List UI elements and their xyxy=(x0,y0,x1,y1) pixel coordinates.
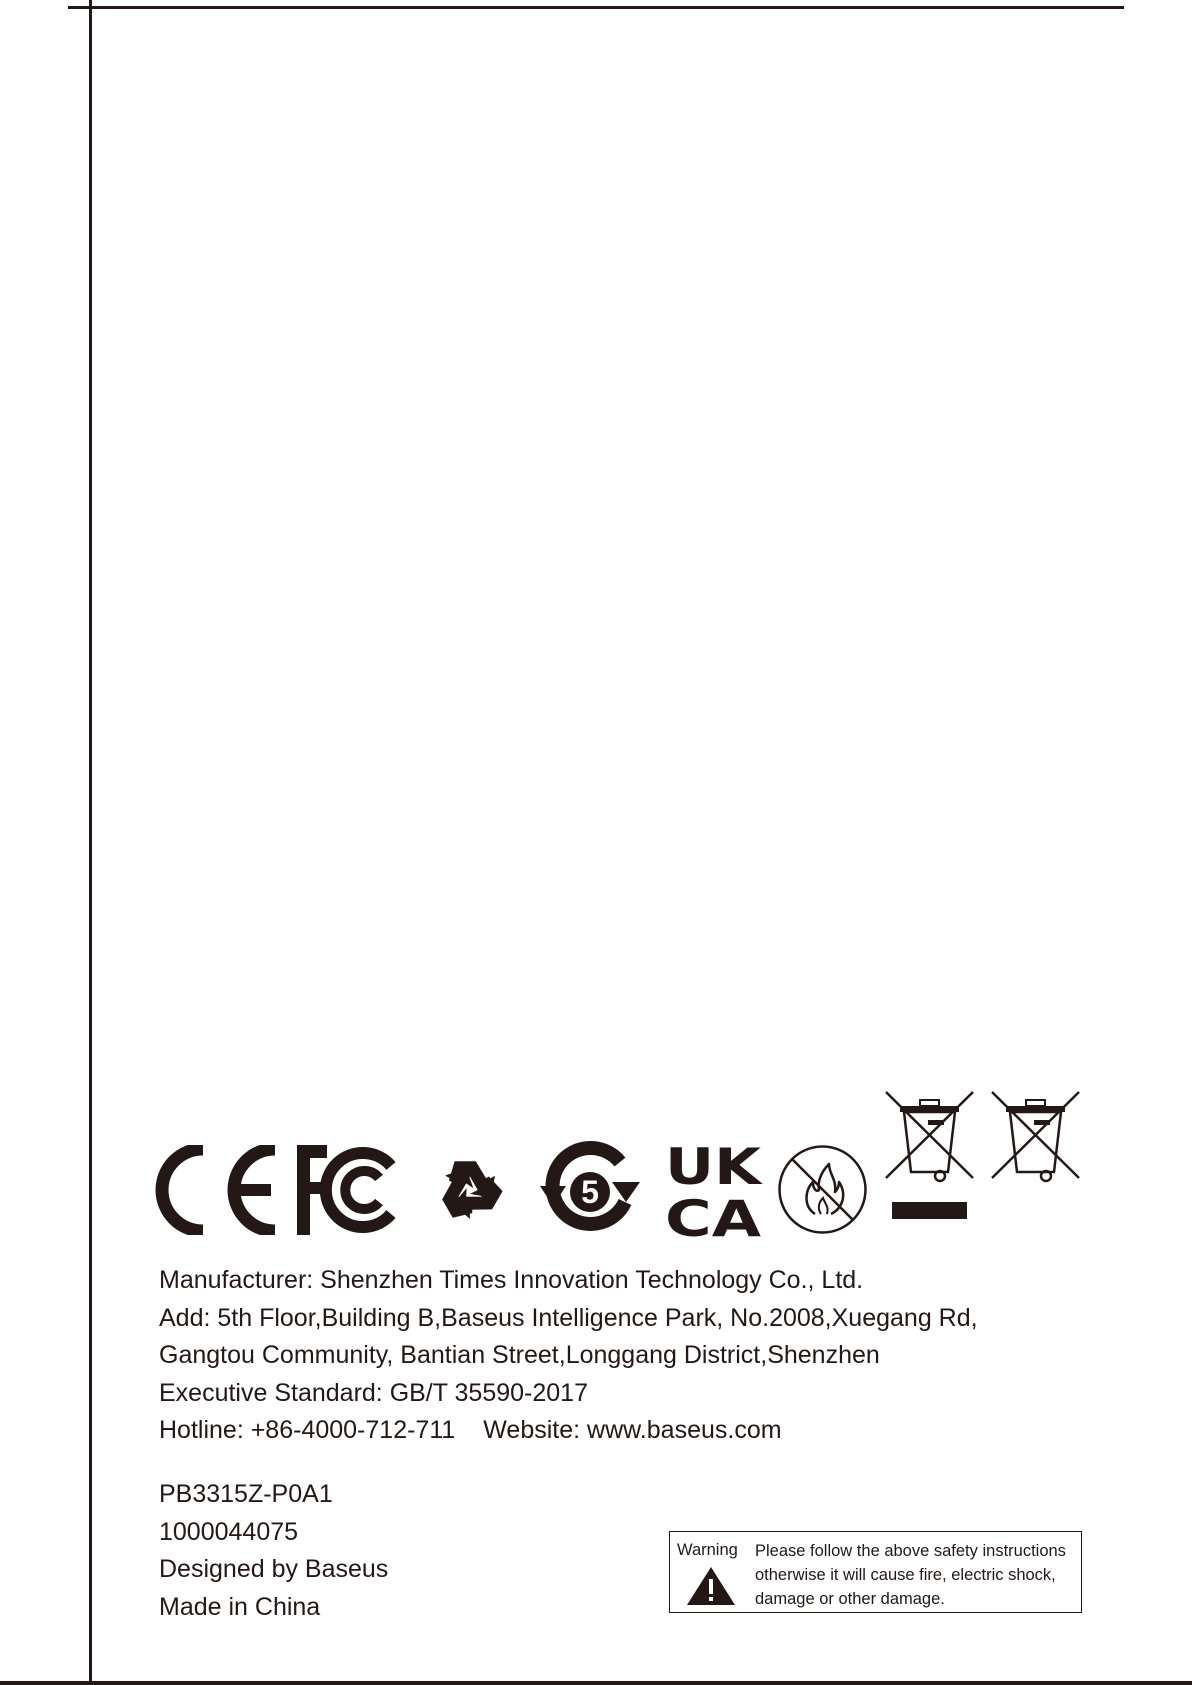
bottom-rule xyxy=(0,1681,1192,1685)
website: Website: www.baseus.com xyxy=(483,1416,782,1444)
address-line-1: Add: 5th Floor,Building B,Baseus Intelligence Park, No.2008,Xuegang Rd, xyxy=(159,1303,978,1332)
product-codes xyxy=(159,1476,388,1626)
ukca-top-text: UK xyxy=(665,1140,764,1196)
manufacturer-line: Manufacturer: Shenzhen Times Innovation Technology Co., Ltd. xyxy=(159,1266,864,1294)
ukca-mark-icon xyxy=(665,1140,765,1240)
environmental-protection-use-period-icon xyxy=(538,1140,643,1240)
manufacturer-info xyxy=(159,1262,978,1450)
hotline: Hotline: +86-4000-712-711 xyxy=(159,1416,456,1444)
address-line-2: Gangtou Community, Bantian Street,Longgang District,Shenzhen xyxy=(159,1341,880,1369)
ukca-bottom-text: CA xyxy=(665,1190,762,1240)
epup-years: 5 xyxy=(581,1174,599,1210)
weee-crossed-bin-icon xyxy=(988,1088,1083,1188)
ce-mark-icon xyxy=(155,1145,280,1235)
certification-marks xyxy=(155,1100,1095,1240)
warning-line-1: Please follow the above safety instructions xyxy=(755,1542,1066,1560)
warning-triangle-icon xyxy=(685,1565,737,1612)
warning-line-3: damage or other damage. xyxy=(755,1590,945,1608)
executive-standard: Executive Standard: GB/T 35590-2017 xyxy=(159,1378,588,1407)
model-number: PB3315Z-P0A1 xyxy=(159,1480,333,1508)
warning-label: Warning xyxy=(677,1541,738,1559)
top-rule xyxy=(68,6,1124,9)
recycle-icon xyxy=(420,1142,520,1238)
left-rule xyxy=(89,0,92,1685)
made-in: Made in China xyxy=(159,1592,321,1621)
warning-line-2: otherwise it will cause fire, electric shock, xyxy=(755,1566,1056,1584)
contact-line xyxy=(159,1412,978,1450)
product-number: 1000044075 xyxy=(159,1517,299,1546)
warning-text xyxy=(755,1539,1066,1611)
designed-by: Designed by Baseus xyxy=(159,1555,389,1583)
warning-box xyxy=(669,1531,1082,1613)
fcc-logo-icon xyxy=(295,1142,405,1238)
no-fire-disposal-icon xyxy=(775,1142,870,1237)
weee-crossed-bin-with-bar-icon xyxy=(882,1088,977,1226)
